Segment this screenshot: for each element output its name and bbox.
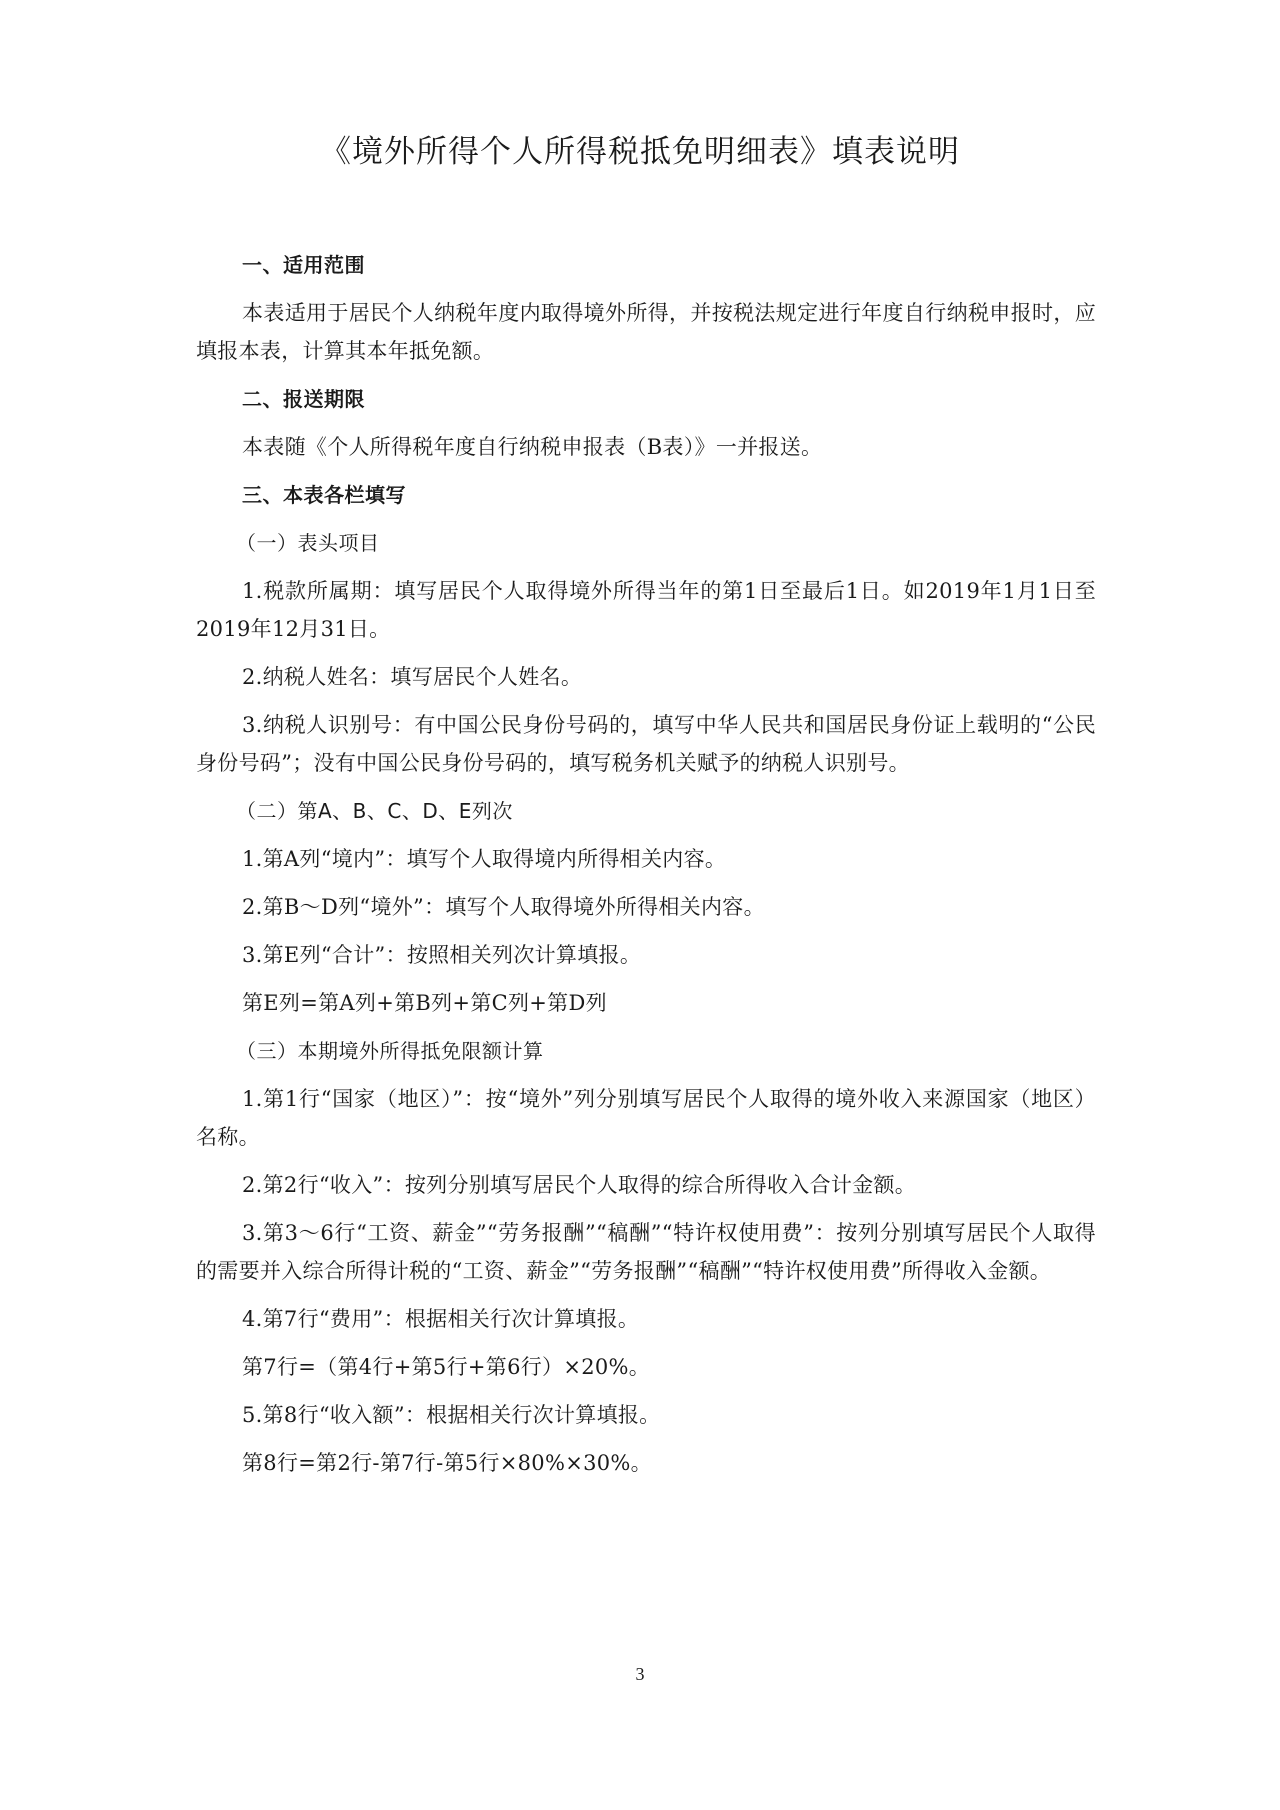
paragraph-column-e: 3.第E列“合计”：按照相关列次计算填报。 [242, 943, 642, 967]
paragraph-row-8: 5.第8行“收入额”：根据相关行次计算填报。 [242, 1403, 661, 1427]
paragraph-row-2: 2.第2行“收入”：按列分别填写居民个人取得的综合所得收入合计金额。 [242, 1173, 917, 1197]
section-heading-scope: 一、适用范围 [242, 253, 365, 277]
document-title: 《境外所得个人所得税抵免明细表》填表说明 [320, 134, 960, 170]
paragraph-tax-period: 1.税款所属期：填写居民个人取得境外所得当年的第1日至最后1日。如2019年1月1日至2019年12月31日。 [196, 579, 1096, 641]
formula-column-e: 第E列=第A列+第B列+第C列+第D列 [242, 991, 607, 1015]
section-heading-fields: 三、本表各栏填写 [242, 483, 406, 507]
document-body [196, 246, 1096, 1492]
formula-row-7: 第7行=（第4行+第5行+第6行）×20%。 [242, 1355, 651, 1379]
paragraph-column-a: 1.第A列“境内”：填写个人取得境内所得相关内容。 [242, 847, 727, 871]
paragraph-deadline: 本表随《个人所得税年度自行纳税申报表（B表）》一并报送。 [242, 435, 823, 459]
subheading-header-items: （一）表头项目 [236, 531, 380, 555]
paragraph-scope: 本表适用于居民个人纳税年度内取得境外所得，并按税法规定进行年度自行纳税申报时，应填报本表，计算其本年抵免额。 [196, 301, 1096, 363]
paragraph-column-b-d: 2.第B～D列“境外”：填写个人取得境外所得相关内容。 [242, 895, 765, 919]
subheading-credit-limit: （三）本期境外所得抵免限额计算 [236, 1039, 544, 1063]
paragraph-rows-3-6: 3.第3～6行“工资、薪金”“劳务报酬”“稿酬”“特许权使用费”：按列分别填写居民个人取得的需要并入综合所得计税的“工资、薪金”“劳务报酬”“稿酬”“特许权使用费”所得收入金额。 [196, 1221, 1096, 1283]
formula-row-8: 第8行=第2行-第7行-第5行×80%×30%。 [242, 1451, 652, 1475]
paragraph-row-1: 1.第1行“国家（地区）”：按“境外”列分别填写居民个人取得的境外收入来源国家（地区）名称。 [196, 1087, 1096, 1149]
section-heading-deadline: 二、报送期限 [242, 387, 365, 411]
subheading-columns: （二）第A、B、C、D、E列次 [236, 799, 513, 823]
paragraph-taxpayer-id: 3.纳税人识别号：有中国公民身份号码的，填写中华人民共和国居民身份证上载明的“公民身份号码”；没有中国公民身份号码的，填写税务机关赋予的纳税人识别号。 [196, 713, 1096, 775]
page-number: 3 [635, 1664, 645, 1684]
paragraph-row-7: 4.第7行“费用”：根据相关行次计算填报。 [242, 1307, 640, 1331]
paragraph-taxpayer-name: 2.纳税人姓名：填写居民个人姓名。 [242, 665, 583, 689]
